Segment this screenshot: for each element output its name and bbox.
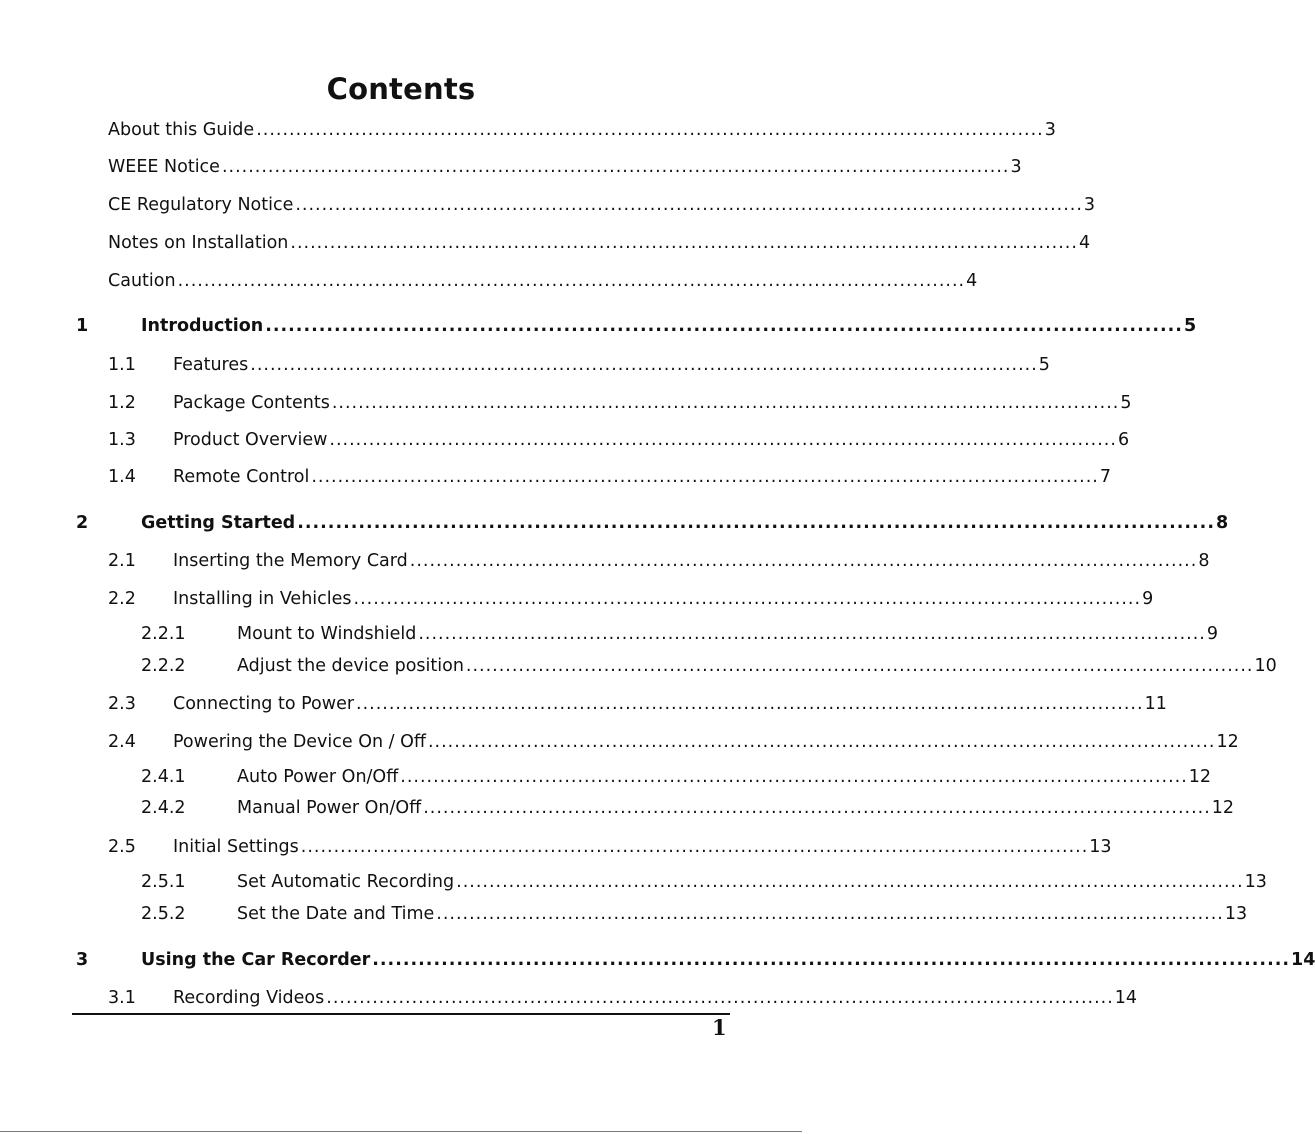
toc-entry-page: 9 — [1206, 624, 1219, 644]
toc-entry-page: 13 — [1244, 872, 1267, 892]
toc-entry-page: 8 — [1215, 513, 1229, 533]
toc-entry-number: 1.1 — [108, 355, 136, 375]
toc-leader-dots: ........................................................................................................................ — [353, 589, 1142, 609]
toc-leader-dots: ........................................................................................................................ — [256, 120, 1044, 140]
toc-leader-dots: ........................................................................................................................ — [436, 904, 1224, 924]
toc-entry-label: Remote Control — [173, 467, 310, 487]
toc-entry-number: 1 — [76, 316, 89, 336]
toc-chapter-introduction[interactable] — [76, 316, 1197, 336]
toc-entry-label: Manual Power On/Off — [237, 798, 422, 818]
toc-entry-label: Notes on Installation — [108, 233, 289, 253]
toc-leader-dots: ........................................................................................................................ — [409, 551, 1198, 571]
toc-entry-auto-power[interactable] — [141, 767, 1212, 787]
toc-entry-initial-settings[interactable] — [108, 837, 1112, 857]
toc-entry-page: 6 — [1117, 430, 1130, 450]
toc-entry-page: 11 — [1144, 694, 1167, 714]
toc-entry-label: CE Regulatory Notice — [108, 195, 294, 215]
toc-leader-dots: ........................................................................................................................ — [465, 656, 1254, 676]
toc-entry-label: Product Overview — [173, 430, 328, 450]
toc-leader-dots: ........................................................................................................................ — [221, 157, 1010, 177]
toc-leader-dots: ........................................................................................................................ — [331, 393, 1120, 413]
toc-entry-page: 4 — [966, 271, 978, 291]
page-title: Contents — [326, 72, 476, 106]
toc-entry-label: Adjust the device position — [237, 656, 464, 676]
toc-entry-number: 2.2 — [108, 589, 136, 609]
toc-entry-label: Features — [173, 355, 249, 375]
toc-entry-caution[interactable] — [108, 271, 978, 291]
toc-entry-manual-power[interactable] — [141, 798, 1235, 818]
toc-entry-page: 5 — [1183, 316, 1197, 336]
toc-entry-label: WEEE Notice — [108, 157, 220, 177]
toc-entry-number: 2.2.1 — [141, 624, 186, 644]
toc-entry-page: 13 — [1224, 904, 1248, 924]
toc-leader-dots: ........................................................................................................................ — [177, 271, 966, 291]
toc-entry-number: 2.2.2 — [141, 656, 186, 676]
toc-chapter-using-recorder[interactable] — [76, 950, 1315, 970]
toc-leader-dots: ........................................................................................................................ — [265, 316, 1183, 336]
toc-leader-dots: ........................................................................................................................ — [329, 430, 1117, 450]
toc-entry-page: 13 — [1089, 837, 1112, 857]
toc-leader-dots: ........................................................................................................................ — [295, 195, 1083, 215]
toc-entry-powering-device[interactable] — [108, 732, 1239, 752]
toc-entry-page: 3 — [1010, 157, 1022, 177]
toc-entry-about-guide[interactable] — [108, 120, 1056, 140]
toc-entry-label: Set the Date and Time — [237, 904, 435, 924]
toc-entry-label: About this Guide — [108, 120, 255, 140]
toc-leader-dots: ........................................................................................................................ — [300, 837, 1089, 857]
toc-entry-page: 8 — [1198, 551, 1210, 571]
toc-leader-dots: ........................................................................................................................ — [290, 233, 1078, 253]
toc-entry-number: 2.3 — [108, 694, 136, 714]
toc-entry-package-contents[interactable] — [108, 393, 1132, 413]
footer-rule — [72, 1013, 730, 1015]
toc-entry-number: 2.4.1 — [141, 767, 186, 787]
toc-entry-installation-notes[interactable] — [108, 233, 1091, 253]
toc-entry-label: Auto Power On/Off — [237, 767, 399, 787]
toc-entry-label: Set Automatic Recording — [237, 872, 455, 892]
toc-entry-label: Using the Car Recorder — [141, 950, 371, 970]
toc-entry-page: 12 — [1216, 732, 1239, 752]
toc-entry-connecting-power[interactable] — [108, 694, 1167, 714]
toc-entry-product-overview[interactable] — [108, 430, 1130, 450]
toc-entry-number: 1.4 — [108, 467, 136, 487]
toc-leader-dots: ........................................................................................................................ — [456, 872, 1244, 892]
toc-entry-label: Package Contents — [173, 393, 330, 413]
toc-entry-page: 4 — [1078, 233, 1091, 253]
toc-leader-dots: ........................................................................................................................ — [311, 467, 1099, 487]
toc-entry-installing-vehicles[interactable] — [108, 589, 1154, 609]
toc-entry-number: 2.5.2 — [141, 904, 186, 924]
toc-entry-label: Installing in Vehicles — [173, 589, 352, 609]
page-edge-divider — [0, 1131, 802, 1132]
toc-entry-label: Mount to Windshield — [237, 624, 417, 644]
toc-entry-page: 12 — [1188, 767, 1212, 787]
toc-entry-page: 7 — [1099, 467, 1112, 487]
toc-entry-label: Recording Videos — [173, 988, 325, 1008]
toc-entry-mount-windshield[interactable] — [141, 624, 1219, 644]
toc-leader-dots: ........................................................................................................................ — [418, 624, 1206, 644]
toc-entry-label: Inserting the Memory Card — [173, 551, 408, 571]
toc-entry-label: Caution — [108, 271, 176, 291]
toc-entry-number: 1.2 — [108, 393, 136, 413]
toc-entry-number: 2 — [76, 513, 89, 533]
toc-entry-number: 2.4.2 — [141, 798, 186, 818]
toc-entry-page: 10 — [1254, 656, 1277, 676]
toc-leader-dots: ........................................................................................................................ — [297, 513, 1215, 533]
toc-leader-dots: ........................................................................................................................ — [423, 798, 1211, 818]
toc-entry-page: 14 — [1114, 988, 1138, 1008]
toc-entry-label: Introduction — [141, 316, 264, 336]
toc-entry-adjust-position[interactable] — [141, 656, 1277, 676]
toc-leader-dots: ........................................................................................................................ — [250, 355, 1038, 375]
toc-entry-page: 3 — [1044, 120, 1056, 140]
toc-entry-label: Getting Started — [141, 513, 296, 533]
toc-leader-dots: ........................................................................................................................ — [400, 767, 1188, 787]
toc-entry-ce-notice[interactable] — [108, 195, 1096, 215]
footer-page-number: 1 — [712, 1015, 727, 1040]
toc-entry-label: Connecting to Power — [173, 694, 355, 714]
toc-chapter-getting-started[interactable] — [76, 513, 1229, 533]
toc-entry-number: 3.1 — [108, 988, 136, 1008]
toc-entry-page: 9 — [1142, 589, 1154, 609]
toc-entry-label: Powering the Device On / Off — [173, 732, 426, 752]
toc-entry-weee-notice[interactable] — [108, 157, 1022, 177]
toc-leader-dots: ........................................................................................................................ — [372, 950, 1291, 970]
toc-entry-number: 1.3 — [108, 430, 136, 450]
toc-entry-page: 3 — [1083, 195, 1096, 215]
toc-entry-page: 12 — [1211, 798, 1235, 818]
toc-entry-date-time[interactable] — [141, 904, 1248, 924]
toc-entry-page: 5 — [1038, 355, 1050, 375]
toc-entry-number: 2.5.1 — [141, 872, 186, 892]
toc-entry-page: 14 — [1291, 950, 1315, 970]
toc-leader-dots: ........................................................................................................................ — [326, 988, 1114, 1008]
toc-entry-number: 2.5 — [108, 837, 136, 857]
toc-leader-dots: ........................................................................................................................ — [356, 694, 1144, 714]
toc-entry-recording-videos[interactable] — [108, 988, 1138, 1008]
toc-entry-label: Initial Settings — [173, 837, 299, 857]
toc-entry-number: 2.4 — [108, 732, 136, 752]
toc-entry-features[interactable] — [108, 355, 1050, 375]
toc-entry-auto-recording[interactable] — [141, 872, 1267, 892]
toc-entry-remote-control[interactable] — [108, 467, 1112, 487]
toc-entry-number: 3 — [76, 950, 89, 970]
toc-entry-memory-card[interactable] — [108, 551, 1210, 571]
toc-leader-dots: ........................................................................................................................ — [427, 732, 1216, 752]
toc-entry-number: 2.1 — [108, 551, 136, 571]
toc-entry-page: 5 — [1120, 393, 1132, 413]
